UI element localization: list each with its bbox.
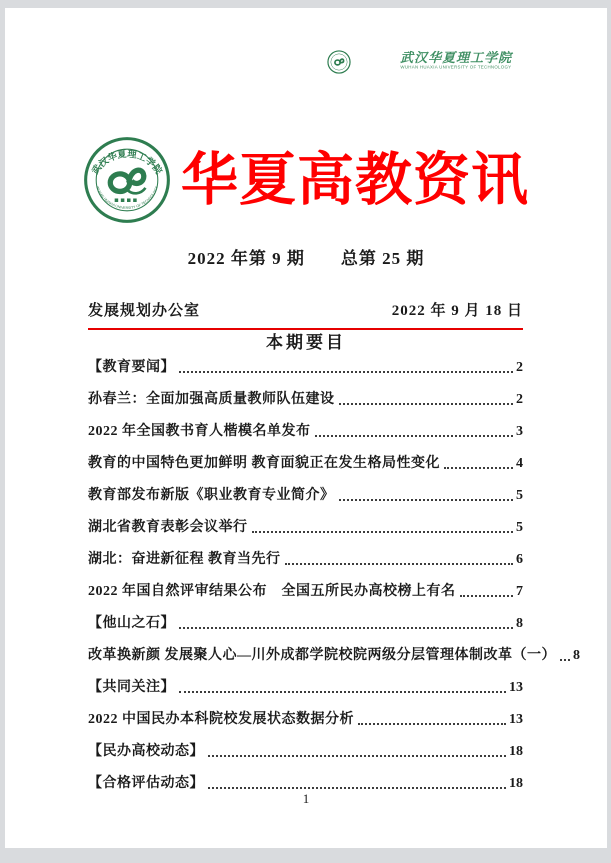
page-number: 1 xyxy=(302,791,310,806)
toc-entry-page: 7 xyxy=(516,584,523,599)
toc-entry[interactable] xyxy=(88,743,523,761)
toc-entry-title: 【合格评估动态】 xyxy=(88,776,204,791)
toc-entry-title: 【民办高校动态】 xyxy=(88,744,204,759)
toc-entry[interactable] xyxy=(88,679,523,697)
document-page xyxy=(5,8,607,848)
toc-entry-title: 孙春兰：全面加强高质量教师队伍建设 xyxy=(88,392,335,407)
toc-entry-title: 【他山之石】 xyxy=(88,616,175,631)
toc-entry-title: 2022 年全国教书育人楷模名单发布 xyxy=(88,424,311,439)
toc-entry-page: 2 xyxy=(516,392,523,407)
university-seal-icon xyxy=(327,50,351,74)
issue-line: 2022 年第 9 期 总第 25 期 xyxy=(187,249,425,268)
toc-dot-leader xyxy=(560,659,570,661)
toc-entry-page: 8 xyxy=(516,616,523,631)
toc-entry-page: 8 xyxy=(573,648,580,663)
toc-entry-page: 6 xyxy=(516,552,523,567)
toc-entry-title: 2022 年国自然评审结果公布 全国五所民办高校榜上有名 xyxy=(88,584,456,599)
toc-dot-leader xyxy=(208,787,506,789)
toc-entry[interactable] xyxy=(88,647,580,665)
toc-entry[interactable] xyxy=(88,359,523,377)
toc-entry-page: 18 xyxy=(509,744,523,759)
toc-entry-title: 湖北：奋进新征程 教育当先行 xyxy=(88,552,281,567)
toc-entry[interactable] xyxy=(88,551,523,569)
toc-entry-page: 13 xyxy=(509,712,523,727)
toc-heading: 本期要目 xyxy=(266,333,346,352)
toc-dot-leader xyxy=(208,755,506,757)
svg-text:武汉华夏理工学院: 武汉华夏理工学院 xyxy=(89,148,165,177)
toc-entry[interactable] xyxy=(88,391,523,409)
toc-entry[interactable] xyxy=(88,711,523,729)
toc-dot-leader xyxy=(315,435,514,437)
toc-entry-page: 13 xyxy=(509,680,523,695)
toc-entry[interactable] xyxy=(88,423,523,441)
toc-entry-page: 3 xyxy=(516,424,523,439)
toc-entry-page: 5 xyxy=(516,488,523,503)
toc-dot-leader xyxy=(252,531,514,533)
toc-dot-leader xyxy=(179,691,506,693)
toc-dot-leader xyxy=(179,627,513,629)
university-name-cn: 武汉华夏理工学院 xyxy=(400,50,513,65)
masthead xyxy=(5,136,607,224)
toc-entry-page: 2 xyxy=(516,360,523,375)
toc-dot-leader xyxy=(285,563,514,565)
toc-dot-leader xyxy=(444,467,513,469)
toc-entry-title: 教育的中国特色更加鲜明 教育面貌正在发生格局性变化 xyxy=(88,456,440,471)
toc-dot-leader xyxy=(358,723,506,725)
university-name-en: WUHAN HUAXIA UNIVERSITY OF TECHNOLOGY xyxy=(400,64,512,70)
toc-entry-title: 【教育要闻】 xyxy=(88,360,175,375)
svg-text:WUHAN HUAXIA UNIVERSITY OF TEC: WUHAN HUAXIA UNIVERSITY OF TECHNOLOGY xyxy=(95,185,159,211)
newsletter-title: 华夏高教资讯 xyxy=(181,147,529,212)
university-seal-icon xyxy=(83,136,171,224)
toc-dot-leader xyxy=(460,595,514,597)
toc-dot-leader xyxy=(339,499,514,501)
toc-entry-page: 5 xyxy=(516,520,523,535)
university-logo-small xyxy=(327,50,557,74)
toc-dot-leader xyxy=(339,403,514,405)
toc-entry[interactable] xyxy=(88,487,523,505)
department-name: 发展规划办公室 xyxy=(88,303,201,319)
toc-entry-title: 改革换新颜 发展聚人心—川外成都学院校院两级分层管理体制改革（一） xyxy=(88,648,556,663)
toc-dot-leader xyxy=(179,371,513,373)
doc-header xyxy=(88,299,523,330)
toc-entry-page: 18 xyxy=(509,776,523,791)
toc-entry-title: 教育部发布新版《职业教育专业简介》 xyxy=(88,488,335,503)
toc-entry-title: 【共同关注】 xyxy=(88,680,175,695)
toc-entry-title: 湖北省教育表彰会议举行 xyxy=(88,520,248,535)
issue-date: 2022 年 9 月 18 日 xyxy=(391,303,523,319)
toc-list xyxy=(88,359,580,807)
toc-entry-page: 4 xyxy=(516,456,523,471)
toc-entry[interactable] xyxy=(88,615,523,633)
toc-entry[interactable] xyxy=(88,455,523,473)
toc-entry-title: 2022 中国民办本科院校发展状态数据分析 xyxy=(88,712,354,727)
toc-entry[interactable] xyxy=(88,519,523,537)
toc-entry[interactable] xyxy=(88,583,523,601)
